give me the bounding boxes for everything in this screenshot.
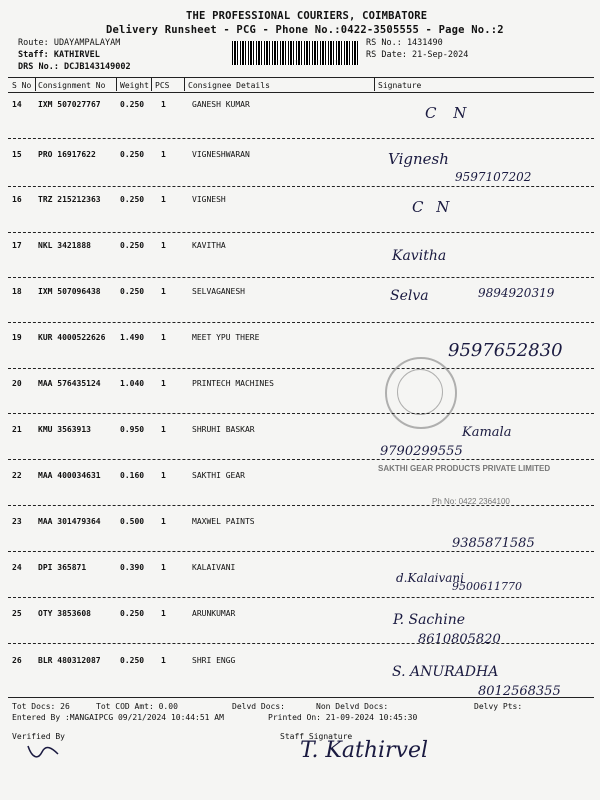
table-row (8, 100, 594, 152)
company-seal-phone: Ph No: 0422 2364100 (432, 497, 510, 506)
signature-mark: P. Sachine (393, 612, 466, 628)
row-consignment: BLR 480312087 (38, 656, 101, 665)
row-divider (8, 643, 594, 644)
row-consignment: IXM 507027767 (38, 100, 101, 109)
signature-phone: 9385871585 (452, 536, 535, 551)
signature-mark: S. ANURADHA (392, 664, 499, 680)
row-sno: 17 (12, 241, 22, 250)
row-consignee: GANESH KUMAR (192, 100, 250, 109)
row-weight: 0.160 (120, 471, 145, 480)
row-sno: 24 (12, 563, 22, 572)
row-consignment: TRZ 215212363 (38, 195, 101, 204)
row-consignee: PRINTECH MACHINES (192, 379, 274, 388)
row-pcs: 1 (161, 333, 166, 342)
row-pcs: 1 (161, 425, 166, 434)
row-consignment: MAA 400034631 (38, 471, 101, 480)
runsheet-subtitle: Delivery Runsheet - PCG - Phone No.:0422-3505555 - Page No.:2 (106, 24, 504, 36)
signature-phone: 8610805820 (418, 632, 501, 647)
row-divider (8, 368, 594, 369)
row-consignee: ARUNKUMAR (192, 609, 236, 618)
company-title: THE PROFESSIONAL COURIERS, COIMBATORE (186, 10, 428, 22)
row-consignment: KMU 3563913 (38, 425, 91, 434)
row-consignee: SAKTHI GEAR (192, 471, 245, 480)
signature-mark: Vignesh (388, 150, 449, 168)
row-pcs: 1 (161, 195, 166, 204)
row-pcs: 1 (161, 609, 166, 618)
row-weight: 1.490 (120, 333, 145, 342)
footer-rule (8, 697, 594, 698)
row-weight: 0.390 (120, 563, 145, 572)
col-divider (184, 78, 185, 91)
row-consignment: OTY 3853608 (38, 609, 91, 618)
row-weight: 0.250 (120, 100, 145, 109)
row-sno: 20 (12, 379, 22, 388)
company-stamp (385, 357, 457, 429)
row-sno: 18 (12, 287, 22, 296)
row-divider (8, 551, 594, 552)
rs-number: RS No.: 1431490 (366, 38, 443, 48)
col-sno: S No (12, 81, 32, 90)
col-divider (374, 78, 375, 91)
table-row (8, 195, 594, 247)
col-divider (35, 78, 36, 91)
entered-by: Entered By :MANGAIPCG 09/21/2024 10:44:51 AM (12, 713, 224, 722)
barcode (232, 41, 360, 65)
row-pcs: 1 (161, 150, 166, 159)
signature-mark: d.Kalaivani (396, 571, 464, 585)
table-row (8, 656, 594, 708)
row-sno: 14 (12, 100, 22, 109)
col-weight: Weight (120, 81, 149, 90)
row-consignee: KAVITHA (192, 241, 226, 250)
signature-mark: C N (425, 104, 473, 122)
row-consignment: IXM 507096438 (38, 287, 101, 296)
row-consignee: SHRI ENGG (192, 656, 236, 665)
row-consignment: MAA 301479364 (38, 517, 101, 526)
rs-date: RS Date: 21-Sep-2024 (366, 50, 469, 60)
row-weight: 0.250 (120, 287, 145, 296)
row-weight: 1.040 (120, 379, 145, 388)
route-label: Route: UDAYAMPALAYAM (18, 38, 121, 48)
row-divider (8, 597, 594, 598)
row-pcs: 1 (161, 563, 166, 572)
signature-mark: Selva (390, 288, 429, 304)
row-pcs: 1 (161, 656, 166, 665)
col-signature: Signature (378, 81, 422, 90)
header-rule-bottom (8, 92, 594, 93)
col-divider (116, 78, 117, 91)
row-sno: 15 (12, 150, 22, 159)
signature-mark: Kavitha (392, 248, 447, 264)
row-pcs: 1 (161, 287, 166, 296)
row-pcs: 1 (161, 241, 166, 250)
staff-signature-label: Staff Signature (280, 732, 353, 741)
row-divider (8, 459, 594, 460)
row-weight: 0.250 (120, 241, 145, 250)
signature-phone: 9894920319 (478, 286, 555, 300)
staff-signature: T. Kathirvel (300, 738, 429, 763)
row-weight: 0.950 (120, 425, 145, 434)
row-weight: 0.250 (120, 656, 145, 665)
col-consignee: Consignee Details (188, 81, 270, 90)
printed-on: Printed On: 21-09-2024 10:45:30 (268, 713, 418, 722)
row-divider (8, 186, 594, 187)
signature-mark: C N (412, 198, 454, 216)
row-weight: 0.250 (120, 150, 145, 159)
col-consignment: Consignment No (38, 81, 106, 90)
row-pcs: 1 (161, 379, 166, 388)
col-divider (151, 78, 152, 91)
row-sno: 16 (12, 195, 22, 204)
row-consignment: MAA 576435124 (38, 379, 101, 388)
table-row (8, 379, 594, 431)
row-consignee: VIGNESH (192, 195, 226, 204)
row-consignee: MEET YPU THERE (192, 333, 260, 342)
row-consignment: KUR 4000522626 (38, 333, 106, 342)
row-sno: 21 (12, 425, 22, 434)
row-divider (8, 277, 594, 278)
row-consignment: NKL 3421888 (38, 241, 91, 250)
row-divider (8, 322, 594, 323)
table-row (8, 609, 594, 661)
row-weight: 0.250 (120, 609, 145, 618)
company-seal-text: SAKTHI GEAR PRODUCTS PRIVATE LIMITED (378, 464, 551, 473)
verifier-signature (24, 738, 64, 762)
row-sno: 22 (12, 471, 22, 480)
row-sno: 23 (12, 517, 22, 526)
row-pcs: 1 (161, 517, 166, 526)
row-weight: 0.250 (120, 195, 145, 204)
delivery-points: Delvy Pts: (474, 702, 523, 711)
row-pcs: 1 (161, 100, 166, 109)
drs-number: DRS No.: DCJB143149002 (18, 62, 131, 72)
verified-by-label: Verified By (12, 732, 65, 741)
row-weight: 0.500 (120, 517, 145, 526)
non-delivered-docs: Non Delvd Docs: (316, 702, 389, 711)
row-sno: 25 (12, 609, 22, 618)
signature-mark: Kamala (462, 425, 512, 440)
row-consignee: MAXWEL PAINTS (192, 517, 255, 526)
col-pcs: PCS (155, 81, 170, 90)
staff-label: Staff: KATHIRVEL (18, 50, 100, 60)
row-divider (8, 232, 594, 233)
row-consignee: KALAIVANI (192, 563, 236, 572)
row-consignee: VIGNESHWARAN (192, 150, 250, 159)
header-rule-top (8, 77, 594, 78)
row-sno: 19 (12, 333, 22, 342)
signature-phone: 9597652830 (448, 340, 563, 361)
total-cod-amount: Tot COD Amt: 0.00 (96, 702, 178, 711)
signature-phone: 9500611770 (452, 580, 522, 593)
row-pcs: 1 (161, 471, 166, 480)
row-consignment: DPI 365871 (38, 563, 87, 572)
delivered-docs: Delvd Docs: (232, 702, 285, 711)
row-divider (8, 138, 594, 139)
signature-phone: 9597107202 (455, 170, 532, 184)
total-docs: Tot Docs: 26 (12, 702, 70, 711)
row-divider (8, 505, 594, 506)
row-consignee: SELVAGANESH (192, 287, 245, 296)
row-sno: 26 (12, 656, 22, 665)
row-consignee: SHRUHI BASKAR (192, 425, 255, 434)
signature-phone: 8012568355 (478, 684, 561, 699)
row-divider (8, 413, 594, 414)
row-consignment: PRO 16917622 (38, 150, 96, 159)
signature-phone: 9790299555 (380, 444, 463, 459)
